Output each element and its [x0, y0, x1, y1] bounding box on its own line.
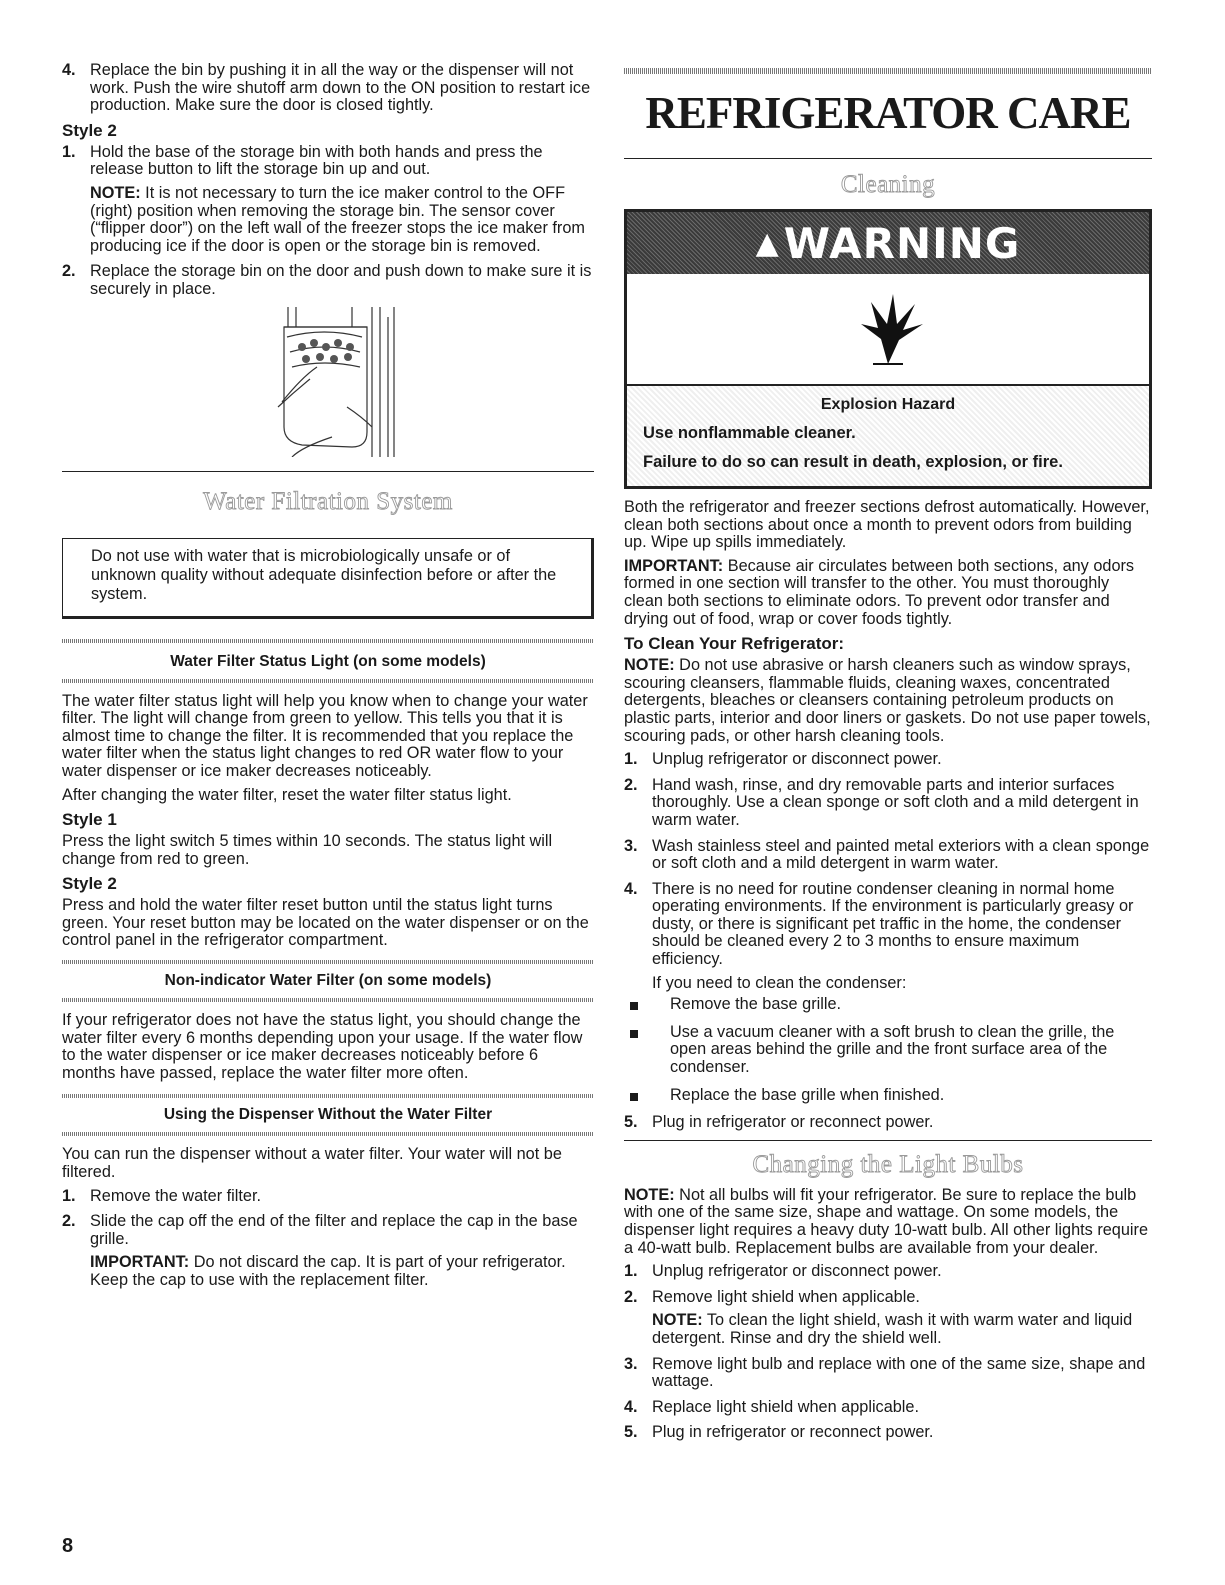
divider	[62, 1094, 594, 1098]
bullet-icon	[630, 1002, 638, 1010]
list-item: 1. Unplug refrigerator or disconnect power.	[624, 750, 942, 769]
warning-box: ▲ WARNING Explosion Hazard Use nonflammable cleaner. Failure to do so can result in death, explosion, or fire.	[624, 209, 1152, 489]
divider	[62, 960, 594, 964]
list-item: 4. Replace the bin by pushing it in all the way or the dispenser will not work. Push the wire shutoff arm down to the ON position to restart ice production. Make sure the door is closed tightly.	[62, 61, 591, 115]
divider	[624, 68, 1152, 74]
warning-banner: ▲ WARNING	[627, 212, 1149, 274]
warning-graphic-area	[627, 274, 1149, 386]
list-item: 5. Plug in refrigerator or reconnect power.	[624, 1113, 934, 1132]
bullet-icon	[630, 1030, 638, 1038]
list-item: 2. Hand wash, rinse, and dry removable parts and interior surfaces thoroughly. Use a clean sponge or soft cloth and a mild detergent in warm water.	[624, 775, 1139, 829]
subheading: Style 2	[62, 874, 117, 894]
section-heading: Cleaning	[840, 171, 936, 198]
page-title: REFRIGERATOR CARE	[645, 88, 1131, 138]
list-item: 3. Remove light bulb and replace with one of the same size, shape and wattage.	[624, 1354, 1146, 1391]
bullet-item: Use a vacuum cleaner with a soft brush to clean the grille, the open areas behind the grille and the front surface area of the condenser.	[624, 1024, 1152, 1077]
notice-box: Do not use with water that is microbiologically unsafe or of unknown quality without adequate disinfection before or after the system.	[62, 538, 594, 619]
list-item: 4. There is no need for routine condenser cleaning in normal home operating environments. If the environment is particularly greasy or dusty, or there is significant pet traffic in the home, the condenser should be cleaned every 2 to 3 months to ensure maximum efficiency. If you need to clean the condenser: Remove the base grille. Use a vacuum cleaner with a soft brush to clean the grille, the open areas behind the grille and the front surface area of the condenser. Replace the base grille when finished.	[624, 881, 1152, 1105]
explosion-icon	[843, 284, 933, 374]
divider	[62, 1132, 594, 1136]
right-column: REFRIGERATOR CARE Cleaning ▲ WARNING Explosion Hazard Use nonflammable cleaner. Failure to do so can result in death, explosion, or fire. Both the refrigerator and freezer sections defrost automatically. However, clean both sections about once a month to prevent odors from building up. Wipe up spills immediately. IMPORTANT: Because air circulates between both sections, any odors formed in one section will transfer to the other. You must thoroughly clean both sections to eliminate odors. To prevent odor transfer and drying out of food, wrap or cover foods tightly. To Clean Your Refrigerator: NOTE: Do not use abrasive or harsh cleaners such as window sprays, scouring cleansers, flammable fluids, cleaning waxes, concentrated detergents, bleaches or cleansers containing petroleum products on plastic parts, interior and door liners or gaskets. Do not use paper towels, scouring pads, or other harsh cleaning tools. 1. Unplug refrigerator or disconnect power. 2. Hand wash, rinse, and dry removable parts and interior surfaces thoroughly. Use a clean sponge or soft cloth and a mild detergent in warm water. 3. Wash stainless steel and painted metal exteriors with a clean sponge or soft cloth and a mild detergent in warm water. 4. There is no need for routine condenser cleaning in normal home operating environments. If the environment is particularly greasy or dusty, or there is significant pet traffic in the home, the condenser should be cleaned every 2 to 3 months to ensure maximum efficiency. If you need to clean the condenser: Remove the base grille. Use a vacuum cleaner with a soft brush to clean the grille, the open areas behind the grille and the front surface area of the condenser. Replace the base grille when finished. 5. Plug in refrigerator or reconnect power. Changing the Light Bulbs NOTE: Not all bulbs will fit your refrigerator. Be sure to replace the bulb with one of the same size, shape and wattage. On some models, the dispenser light requires a heavy duty 10-watt bulb. All other lights require a 40-watt bulb. Replacement bulbs are available from your dealer. 1. Unplug refrigerator or disconnect power. 2. Remove light shield when applicable. NOTE: To clean the light shield, wash it with warm water and liquid detergent. Rinse and dry the shield well. 3. Remove light bulb and replace with one of the same size, shape and wattage. 4. Replace light shield when applicable. 5. Plug in refrigerator or reconnect power.	[624, 62, 1152, 1450]
list-item: 2. Replace the storage bin on the door and push down to make sure it is securely in place.	[62, 262, 592, 298]
divider	[62, 679, 594, 683]
subheading: Using the Dispenser Without the Water Filter	[163, 1106, 493, 1124]
left-column: 4. Replace the bin by pushing it in all the way or the dispenser will not work. Push the wire shutoff arm down to the ON position to restart ice production. Make sure the door is closed tightly. Style 2 1. Hold the base of the storage bin with both hands and press the release button to lift the storage bin up and out. NOTE: It is not necessary to turn the ice maker control to the OFF (right) position when removing the storage bin. The sensor cover (“flipper door”) on the left wall of the freezer stops the ice maker from producing ice if the door is open or the storage bin is removed. 2. Replace the storage bin on the door and push down to make sure it is securely in place. Water Filtration System Do not use with water that is microbiologically unsafe or of unknown quality without adequate disinfection before or after the system. Water Filter Status Light (on some models) The water filter status light will help you know when to change your water filter. The light will change from green to yellow. This tells you that it is almost time to change the filter. It is recommended that you replace the water filter when the status light changes to red OR water flow to your water dispenser or ice maker decreases noticeably. After changing the water filter, reset the water filter status light. Style 1 Press the light switch 5 times within 10 seconds. The status light will change from red to green. Style 2 Press and hold the water filter reset button until the status light turns green. Your reset button may be located on the water dispenser or on the control panel in the refrigerator compartment. Non-indicator Water Filter (on some models) If your refrigerator does not have the status light, you should change the water filter every 6 months depending upon your usage. If the water flow to the water dispenser or ice maker decreases noticeably before 6 months have passed, replace the water filter more often. Using the Dispenser Without the Water Filter You can run the dispenser without a water filter. Your water will not be filtered. 1. Remove the water filter. 2. Slide the cap off the end of the filter and replace the cap in the base grille. IMPORTANT: Do not discard the cap. It is part of your refrigerator. Keep the cap to use with the replacement filter.	[62, 62, 594, 1298]
subheading: Non-indicator Water Filter (on some models)	[164, 972, 492, 990]
hazard-title: Explosion Hazard	[820, 396, 956, 413]
page-number: 8	[62, 1535, 74, 1557]
ice-bin-illustration	[62, 307, 594, 457]
divider	[624, 1140, 1152, 1141]
subheading: Style 2	[62, 120, 117, 140]
subheading: Style 1	[62, 810, 117, 830]
bullet-icon	[630, 1093, 638, 1101]
list-item: 4. Replace light shield when applicable.	[624, 1397, 920, 1416]
list-item: 2. Slide the cap off the end of the filter and replace the cap in the base grille. IMPORTANT: Do not discard the cap. It is part of your refrigerator. Keep the cap to use with the replacement filter.	[62, 1212, 578, 1289]
list-item: 1. Hold the base of the storage bin with both hands and press the release button to lift the storage bin up and out. NOTE: It is not necessary to turn the ice maker control to the OFF (right) position when removing the storage bin. The sensor cover (“flipper door”) on the left wall of the freezer stops the ice maker from producing ice if the door is open or the storage bin is removed.	[62, 142, 585, 255]
list-item: 5. Plug in refrigerator or reconnect power.	[624, 1423, 934, 1442]
subheading: To Clean Your Refrigerator:	[624, 634, 845, 654]
list-item: 1. Unplug refrigerator or disconnect power.	[624, 1262, 942, 1281]
bullet-item: Replace the base grille when finished.	[624, 1087, 1152, 1105]
list-item: 3. Wash stainless steel and painted metal exteriors with a clean sponge or soft cloth and a mild detergent in warm water.	[624, 836, 1150, 873]
list-item: 1. Remove the water filter.	[62, 1186, 262, 1205]
warning-triangle-icon: ▲	[755, 225, 780, 261]
subheading: Water Filter Status Light (on some models)	[170, 652, 486, 670]
divider	[624, 158, 1152, 159]
bullet-item: Remove the base grille.	[624, 996, 1152, 1014]
divider	[62, 639, 594, 643]
section-heading: Water Filtration System	[203, 487, 453, 515]
divider	[62, 471, 594, 472]
divider	[62, 998, 594, 1002]
section-heading: Changing the Light Bulbs	[752, 1150, 1024, 1178]
list-item: 2. Remove light shield when applicable. NOTE: To clean the light shield, wash it with warm water and liquid detergent. Rinse and dry the shield well.	[624, 1287, 1133, 1347]
